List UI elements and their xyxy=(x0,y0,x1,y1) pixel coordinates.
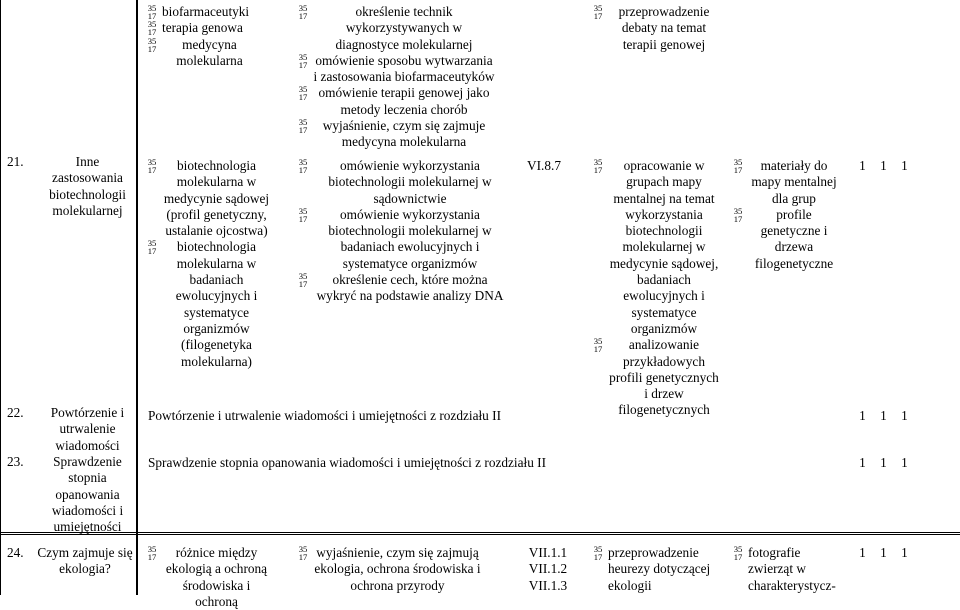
list-item: 35 17 różnice między ekologią a ochroną środowiska i ochroną xyxy=(147,544,268,609)
row24-col-c xyxy=(146,545,271,610)
marker-icon: 35 17 xyxy=(298,157,308,175)
marker-icon: 35 17 xyxy=(298,51,308,70)
score-value: 1 xyxy=(880,455,887,470)
list-item: 35 17 biotechnologia molekularna w medycynie sądowej (profil genetyczny, ustalanie ojcostwa) xyxy=(147,157,270,239)
marker-icon: 35 17 xyxy=(733,205,743,224)
span-text: Powtórzenie i utrwalenie wiadomości i umiejętności z rozdziału II xyxy=(148,408,501,423)
list-item: 35 17 fotografie zwierząt w charakterystycz- xyxy=(733,544,836,593)
marker-icon: 35 17 xyxy=(593,3,603,21)
curriculum-code: VII.1.3 xyxy=(528,577,568,593)
marker-icon: 35 17 xyxy=(147,238,157,257)
list-item: 35 17 analizowanie przykładowych profili genetycznych i drzew filogenetycznych xyxy=(593,336,719,418)
list-item: 35 17 omówienie wykorzystania biotechnologii molekularnej w badaniach ewolucyjnych i systematyce organizmów xyxy=(298,205,492,271)
marker-icon: 35 17 xyxy=(147,35,157,54)
span-text: Sprawdzenie stopnia opanowania wiadomości i umiejętności z rozdziału II xyxy=(148,455,547,470)
list-item: 35 17 medycyna molekularna xyxy=(147,35,243,68)
marker-icon: 35 17 xyxy=(593,157,603,175)
col-divider-2 xyxy=(137,0,138,595)
marker-icon: 35 17 xyxy=(298,117,308,136)
score-value: 1 xyxy=(880,408,887,423)
row-number: 21. xyxy=(7,154,24,169)
list-item: 35 17 wyjaśnienie, czym się zajmują ekologia, ochrona środowiska i ochrona przyrody xyxy=(298,544,481,593)
marker-icon: 35 17 xyxy=(593,544,603,562)
row-divider-23-24b xyxy=(0,534,960,535)
marker-icon: 35 17 xyxy=(733,157,743,175)
list-item: 35 17 omówienie sposobu wytwarzania i zastosowania biofarmaceutyków xyxy=(298,51,495,85)
list-item: 35 17 określenie technik wykorzystywanych w diagnostyce molekularnej xyxy=(298,3,473,52)
lesson-title: Sprawdzenie stopnia opanowania wiadomości i umiejętności xyxy=(51,454,124,535)
list-item: 35 17 omówienie wykorzystania biotechnologii molekularnej w sądownictwie xyxy=(298,157,492,206)
row-number: 23. xyxy=(7,454,24,469)
list-item: 35 17 opracowanie w grupach mapy mentalnej na temat wykorzystania biotechnologii molekularnej w medycynie sądowej, badaniach ewolucyjnych i systematyce organizmów xyxy=(593,157,719,336)
curriculum-code: VII.1.2 xyxy=(528,561,568,577)
row24-codes xyxy=(518,545,578,594)
score-value: 1 xyxy=(901,158,908,173)
top-col-c xyxy=(146,4,271,69)
list-item: 35 17 biofarmaceutyki xyxy=(147,3,250,21)
score-value: 1 xyxy=(859,455,866,470)
list-item: 35 17 przeprowadzenie heurezy dotyczącej ekologii xyxy=(593,544,711,593)
score-value: 1 xyxy=(859,158,866,173)
scores xyxy=(852,158,915,174)
curriculum-code: VI.8.7 xyxy=(527,158,561,173)
lesson-title: Czym zajmuje się ekologia? xyxy=(37,545,133,577)
marker-icon: 35 17 xyxy=(298,3,308,21)
row21-col-g xyxy=(732,158,840,272)
row21-col-c xyxy=(146,158,271,370)
marker-icon: 35 17 xyxy=(593,336,603,355)
row24-col-f xyxy=(592,545,720,594)
table-border-left xyxy=(0,0,1,595)
lesson-title: Powtórzenie i utrwalenie wiadomości xyxy=(50,405,125,453)
score-value: 1 xyxy=(901,455,908,470)
score-value: 1 xyxy=(859,545,866,560)
row21-col-f xyxy=(592,158,720,419)
list-item: 35 17 przeprowadzenie debaty na temat terapii genowej xyxy=(593,3,710,52)
lesson-title: Inne zastosowania biotechnologii molekularnej xyxy=(49,154,126,218)
row-divider-23-24 xyxy=(0,532,960,533)
row24-col-g xyxy=(732,545,840,594)
list-item: 35 17 omówienie terapii genowej jako metody leczenia chorób xyxy=(298,84,490,117)
list-item: 35 17 określenie cech, które można wykryć na podstawie analizy DNA xyxy=(298,271,504,304)
marker-icon: 35 17 xyxy=(147,544,157,562)
list-item: 35 17 biotechnologia molekularna w badaniach ewolucyjnych i systematyce organizmów (filogenetyka molekularna) xyxy=(147,238,258,369)
marker-icon: 35 17 xyxy=(298,205,308,224)
score-value: 1 xyxy=(859,408,866,423)
marker-icon: 35 17 xyxy=(147,3,157,21)
marker-icon: 35 17 xyxy=(147,157,157,175)
score-value: 1 xyxy=(901,408,908,423)
marker-icon: 35 17 xyxy=(298,84,308,103)
marker-icon: 35 17 xyxy=(147,19,157,38)
row-number: 24. xyxy=(7,545,24,560)
curriculum-code: VII.1.1 xyxy=(528,545,568,560)
score-value: 1 xyxy=(880,545,887,560)
marker-icon: 35 17 xyxy=(298,271,308,290)
list-item: 35 17 wyjaśnienie, czym się zajmuje medycyna molekularna xyxy=(298,117,486,150)
scores xyxy=(852,408,915,424)
row24-col-d xyxy=(297,545,482,594)
score-value: 1 xyxy=(880,158,887,173)
top-col-f xyxy=(592,4,720,53)
scores xyxy=(852,455,915,471)
scores xyxy=(852,545,915,561)
row-number: 22. xyxy=(7,405,24,420)
row21-col-d xyxy=(297,158,507,305)
list-item: 35 17 profile genetyczne i drzewa filogenetyczne xyxy=(733,205,834,271)
list-item: 35 17 terapia genowa xyxy=(147,19,243,38)
marker-icon: 35 17 xyxy=(733,544,743,562)
list-item: 35 17 materiały do mapy mentalnej dla grup xyxy=(733,157,837,206)
top-col-d xyxy=(297,4,495,151)
marker-icon: 35 17 xyxy=(298,544,308,562)
score-value: 1 xyxy=(901,545,908,560)
